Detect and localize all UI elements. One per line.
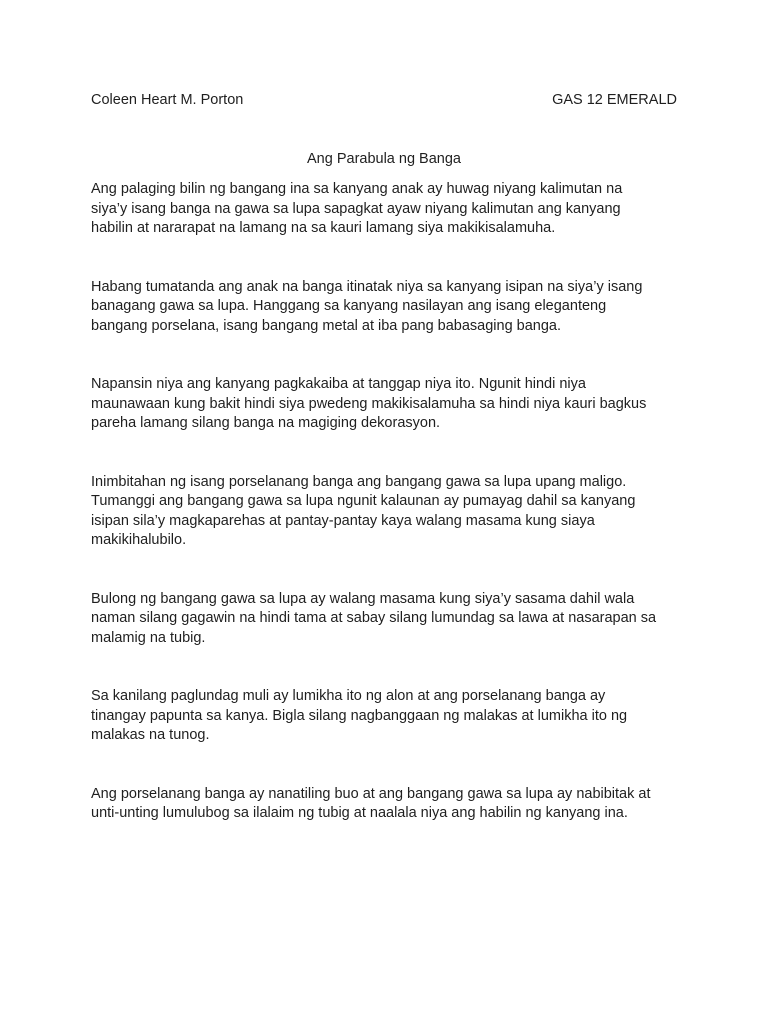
document-header — [91, 92, 677, 112]
paragraph — [91, 278, 691, 337]
paragraph — [91, 180, 691, 239]
paragraph-line: Ang porselanang banga ay nanatiling buo at ang bangang gawa sa lupa ay nabibitak at — [91, 785, 651, 802]
paragraph-line: Bulong ng bangang gawa sa lupa ay walang masama kung siya’y sasama dahil wala — [91, 590, 635, 607]
paragraph-line: naman silang gagawin na hindi tama at sabay silang lumundag sa lawa at nasarapan sa — [91, 610, 657, 626]
paragraph-line: siya’y isang banga na gawa sa lupa sapagkat ayaw niyang kalimutan ang kanyang — [91, 200, 621, 217]
paragraph-line: isipan sila’y magkaparehas at pantay-pantay kaya walang masama kung siaya — [91, 512, 595, 529]
paragraph-line: banagang gawa sa lupa. Hanggang sa kanyang nasilayan ang isang eleganteng — [91, 298, 607, 314]
paragraph-line: malamig na tubig. — [91, 629, 206, 646]
author-name: Coleen Heart M. Porton — [91, 92, 244, 108]
paragraph-line: tinangay papunta sa kanya. Bigla silang nagbanggaan ng malakas at lumikha ito ng — [91, 707, 628, 724]
paragraph-line: habilin at nararapat na lamang na sa kauri lamang siya makikisalamuha. — [91, 220, 556, 236]
paragraph-line: Habang tumatanda ang anak na banga itinatak niya sa kanyang isipan na siya’y isang — [91, 278, 643, 295]
paragraph-line: bangang porselana, isang bangang metal at iba pang babasaging banga. — [91, 317, 562, 334]
paragraph-line: Napansin niya ang kanyang pagkakaiba at tanggap niya ito. Ngunit hindi niya — [91, 376, 586, 392]
paragraph-line: pareha lamang silang banga na magiging dekorasyon. — [91, 415, 441, 431]
paragraph-line: makikihalubilo. — [91, 532, 187, 548]
paragraph — [91, 687, 691, 746]
paragraph — [91, 375, 691, 434]
document-body — [91, 180, 691, 863]
class-section: GAS 12 EMERALD — [552, 92, 677, 108]
paragraph-line: Inimbitahan ng isang porselanang banga ang bangang gawa sa lupa upang maligo. — [91, 473, 627, 490]
paragraph-line: malakas na tunog. — [91, 727, 210, 743]
paragraph-line: Ang palaging bilin ng bangang ina sa kanyang anak ay huwag niyang kalimutan na — [91, 181, 623, 197]
paragraph — [91, 590, 691, 649]
paragraph-line: maunawaan kung bakit hindi siya pwedeng makikisalamuha sa hindi niya kauri bagkus — [91, 395, 647, 412]
paragraph-line: unti-unting lumulubog sa ilalaim ng tubig at naalala niya ang habilin ng kanyang ina. — [91, 805, 628, 821]
paragraph — [91, 473, 691, 551]
document-title: Ang Parabula ng Banga — [307, 151, 461, 167]
paragraph — [91, 785, 691, 824]
paragraph-line: Sa kanilang paglundag muli ay lumikha ito ng alon at ang porselanang banga ay — [91, 688, 606, 704]
paragraph-line: Tumanggi ang bangang gawa sa lupa ngunit kalaunan ay pumayag dahil sa kanyang — [91, 493, 636, 509]
